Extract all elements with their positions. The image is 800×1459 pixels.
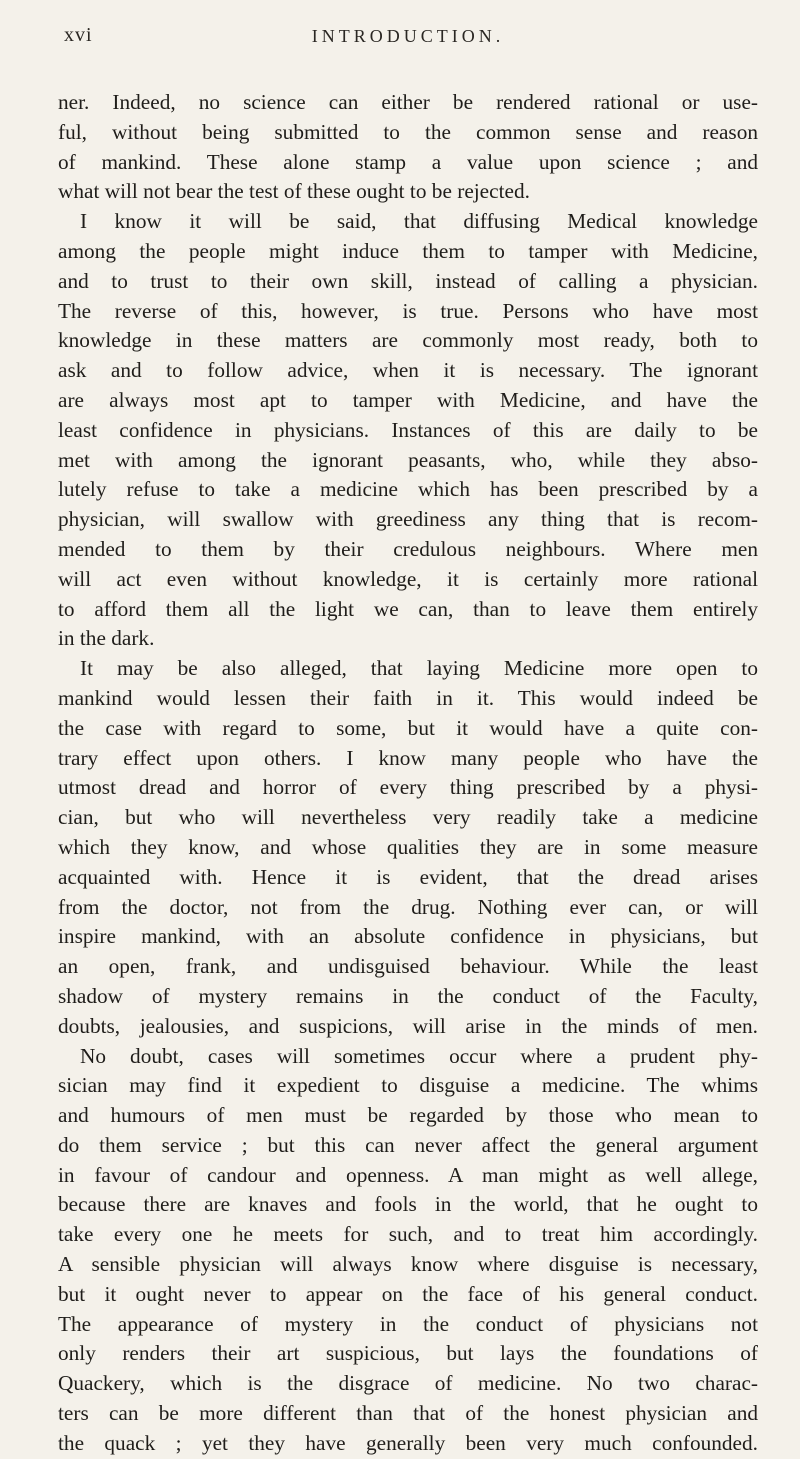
text-line: A sensible physician will always know where disguise is necessary,	[58, 1252, 758, 1277]
text-line: ful, without being submitted to the common sense and reason	[58, 119, 758, 144]
text-line: I know it will be said, that diffusing Medical knowledge	[80, 209, 758, 234]
text-line: ner. Indeed, no science can either be rendered rational or use-	[58, 90, 758, 114]
text-line: only renders their art suspicious, but lays the foundations of	[58, 1341, 758, 1366]
text-line: met with among the ignorant peasants, who, while they abso-	[58, 447, 758, 472]
text-line: The reverse of this, however, is true. Persons who have most	[58, 298, 758, 323]
text-line: the case with regard to some, but it would have a quite con-	[58, 715, 758, 740]
text-line: mankind would lessen their faith in it. This would indeed be	[58, 685, 758, 710]
text-line: because there are knaves and fools in the world, that he ought to	[58, 1192, 758, 1217]
body-text	[58, 88, 758, 1459]
text-line: doubts, jealousies, and suspicions, will arise in the minds of men.	[58, 1013, 758, 1038]
text-line: trary effect upon others. I know many people who have the	[58, 745, 758, 770]
text-line: shadow of mystery remains in the conduct of the Faculty,	[58, 983, 758, 1008]
text-line: mended to them by their credulous neighbours. Where men	[58, 536, 758, 561]
text-line: and to trust to their own skill, instead of calling a physician.	[58, 268, 758, 293]
text-line: Quackery, which is the disgrace of medicine. No two charac-	[58, 1371, 758, 1396]
text-line: knowledge in these matters are commonly most ready, both to	[58, 328, 758, 353]
text-line: what will not bear the test of these ought to be rejected.	[58, 179, 530, 204]
page-number: xvi	[64, 24, 93, 46]
text-line: It may be also alleged, that laying Medicine more open to	[80, 656, 758, 681]
text-line: ask and to follow advice, when it is necessary. The ignorant	[58, 358, 758, 383]
text-line: to afford them all the light we can, than to leave them entirely	[58, 596, 758, 621]
text-line: acquainted with. Hence it is evident, that the dread arises	[58, 864, 758, 889]
text-line: least confidence in physicians. Instances of this are daily to be	[58, 417, 758, 442]
text-line: do them service ; but this can never affect the general argument	[58, 1132, 758, 1157]
text-line: No doubt, cases will sometimes occur where a prudent phy-	[80, 1043, 758, 1068]
text-line: utmost dread and horror of every thing prescribed by a physi-	[58, 775, 758, 800]
text-line: the quack ; yet they have generally been very much confounded.	[58, 1430, 758, 1455]
text-line: but it ought never to appear on the face of his general conduct.	[58, 1281, 758, 1306]
text-line: will act even without knowledge, it is certainly more rational	[58, 566, 758, 591]
text-line: which they know, and whose qualities they are in some measure	[58, 834, 758, 859]
text-line: in favour of candour and openness. A man might as well allege,	[58, 1162, 758, 1187]
running-head	[58, 14, 758, 54]
text-line: among the people might induce them to tamper with Medicine,	[58, 238, 758, 263]
text-line: from the doctor, not from the drug. Nothing ever can, or will	[58, 894, 758, 919]
text-line: an open, frank, and undisguised behaviour. While the least	[58, 954, 758, 979]
text-line: and humours of men must be regarded by those who mean to	[58, 1103, 758, 1128]
text-line: inspire mankind, with an absolute confidence in physicians, but	[58, 924, 758, 949]
running-title: INTRODUCTION.	[311, 26, 505, 46]
text-line: in the dark.	[58, 626, 155, 651]
text-line: cian, but who will nevertheless very readily take a medicine	[58, 805, 758, 830]
text-line: The appearance of mystery in the conduct of physicians not	[58, 1311, 758, 1336]
text-line: physician, will swallow with greediness any thing that is recom-	[58, 507, 758, 532]
text-line: lutely refuse to take a medicine which has been prescribed by a	[58, 477, 758, 502]
text-line: sician may find it expedient to disguise a medicine. The whims	[58, 1073, 758, 1098]
text-line: take every one he meets for such, and to treat him accordingly.	[58, 1222, 758, 1247]
text-line: of mankind. These alone stamp a value upon science ; and	[58, 149, 758, 174]
text-line: ters can be more different than that of the honest physician and	[58, 1401, 758, 1426]
text-line: are always most apt to tamper with Medicine, and have the	[58, 387, 758, 412]
